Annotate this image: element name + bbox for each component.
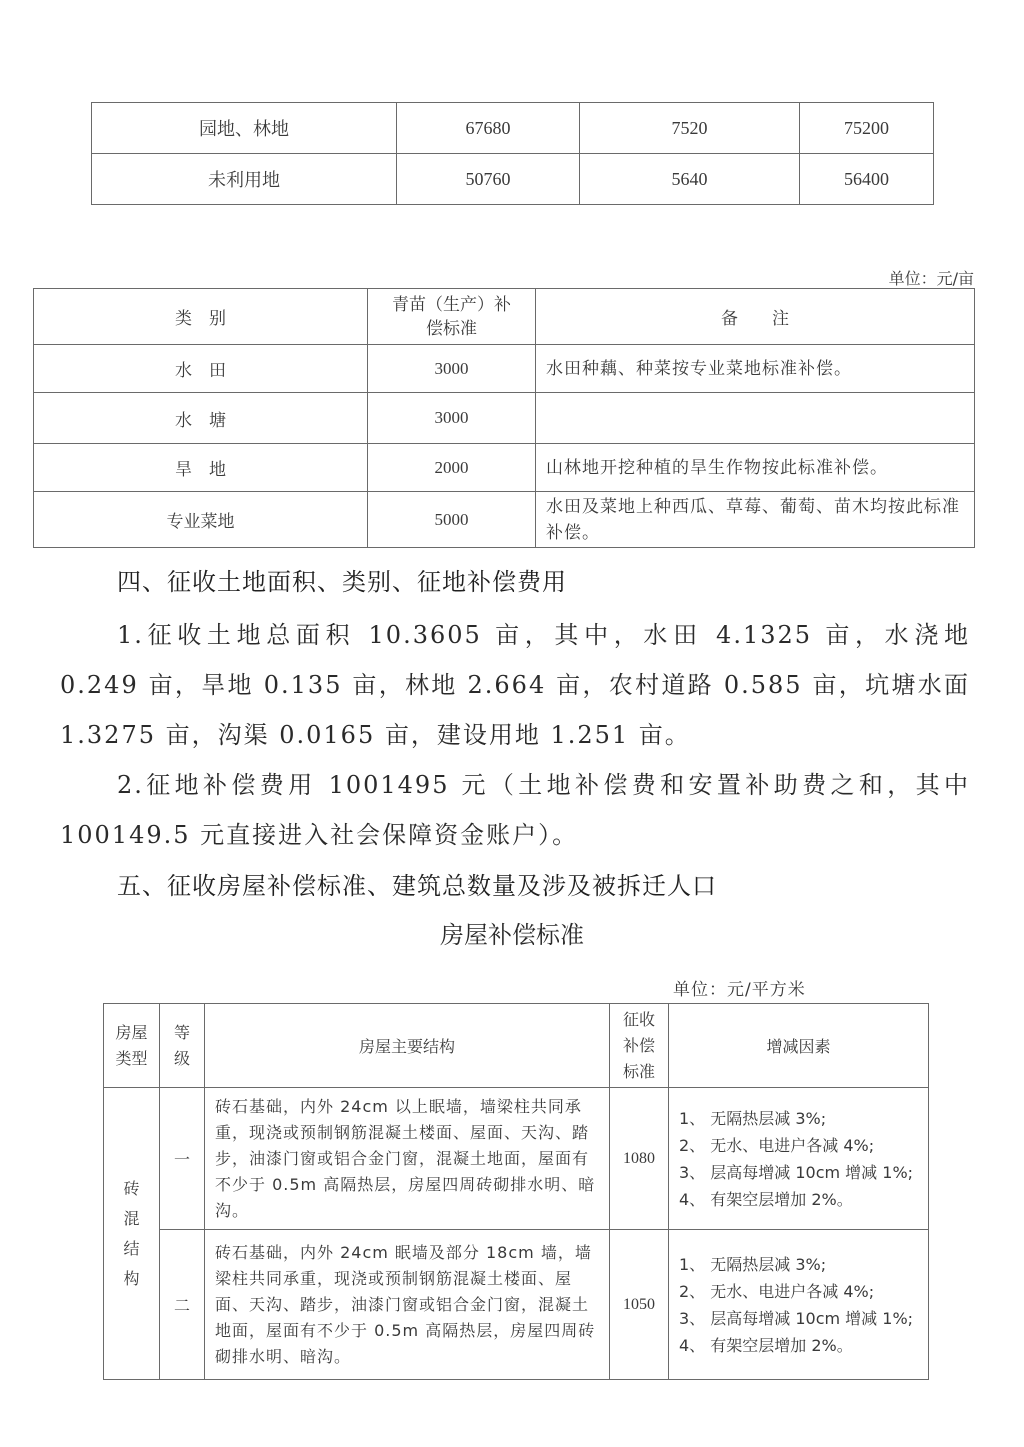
- row-note: 山林地开挖种植的旱生作物按此标准补偿。: [536, 444, 975, 492]
- row-note: [536, 393, 975, 444]
- cell-value: 50760: [397, 154, 580, 205]
- section-heading: 五、征收房屋补偿标准、建筑总数量及涉及被拆迁人口: [117, 872, 717, 900]
- header-grade-line2: 级: [173, 1048, 190, 1068]
- house-type-char: 砖: [123, 1178, 140, 1198]
- cell-value: 75200: [800, 103, 934, 154]
- house-type-cell: [104, 1088, 160, 1380]
- row-structure: 砖石基础，内外 24cm 眠墙及部分 18cm 墙，墙梁柱共同承重，现浇或预制钢筋混凝土楼面、屋面、天沟、踏步，油漆门窗或铝合金门窗，混凝土地面，屋面有不少于 0.5m 高隔热层，房屋四周砖砌排水明、暗沟。: [205, 1230, 610, 1380]
- row-standard: 1080: [610, 1088, 669, 1230]
- row-grade: 二: [160, 1230, 205, 1380]
- header-factors: 增减因素: [669, 1004, 929, 1088]
- land-compensation-table-continued: [91, 102, 934, 205]
- factor-item: 1、 无隔热层减 3%;: [679, 1108, 827, 1128]
- house-type-char: 结: [123, 1238, 140, 1258]
- cell-value: 5640: [580, 154, 800, 205]
- factor-item: 3、 层高每增减 10cm 增减 1%;: [679, 1162, 914, 1182]
- row-standard: 3000: [368, 345, 536, 393]
- row-category: 未利用地: [92, 154, 397, 205]
- factor-item: 1、 无隔热层减 3%;: [679, 1254, 827, 1274]
- row-grade: 一: [160, 1088, 205, 1230]
- row-category: 旱 地: [34, 444, 368, 492]
- house-compensation-table: [103, 1003, 929, 1380]
- header-type: [104, 1004, 160, 1088]
- table-row: [92, 103, 934, 154]
- header-grade-line1: 等: [173, 1022, 190, 1042]
- row-note: 水田种藕、种菜按专业菜地标准补偿。: [536, 345, 975, 393]
- row-factors: [669, 1230, 929, 1380]
- factor-item: 2、 无水、电进户各减 4%;: [679, 1135, 875, 1155]
- table-row: [34, 345, 975, 393]
- table-row: [92, 154, 934, 205]
- cell-value: 56400: [800, 154, 934, 205]
- unit-label: 单位：元/平方米: [673, 980, 806, 1000]
- header-grade: [160, 1004, 205, 1088]
- row-factors: [669, 1088, 929, 1230]
- table-row: [34, 444, 975, 492]
- house-type-char: 构: [123, 1268, 140, 1288]
- cell-value: 7520: [580, 103, 800, 154]
- header-type-line2: 类型: [115, 1048, 148, 1068]
- unit-label: 单位：元/亩: [888, 269, 974, 288]
- crops-compensation-table: [33, 288, 975, 548]
- row-standard: 5000: [368, 492, 536, 548]
- row-standard: 1050: [610, 1230, 669, 1380]
- paragraph: 1.征收土地总面积 10.3605 亩，其中，水田 4.1325 亩，水浇地 0.249 亩，旱地 0.135 亩，林地 2.664 亩，农村道路 0.585 亩，坑塘水面 1.3275 亩，沟渠 0.0165 亩，建设用地 1.251 亩。: [60, 621, 970, 749]
- header-standard: [610, 1004, 669, 1088]
- header-structure: 房屋主要结构: [205, 1004, 610, 1088]
- header-standard-line1: 征收: [622, 1009, 655, 1029]
- table-caption: 房屋补偿标准: [440, 921, 584, 949]
- table-header-row: [34, 289, 975, 345]
- house-type-char: 混: [123, 1208, 140, 1228]
- factor-item: 4、 有架空层增加 2%。: [679, 1189, 853, 1209]
- factor-item: 2、 无水、电进户各减 4%;: [679, 1281, 875, 1301]
- table-header-row: [104, 1004, 929, 1088]
- factor-item: 4、 有架空层增加 2%。: [679, 1335, 853, 1355]
- header-standard-line3: 标准: [622, 1061, 655, 1081]
- row-category: 专业菜地: [34, 492, 368, 548]
- row-standard: 3000: [368, 393, 536, 444]
- factor-item: 3、 层高每增减 10cm 增减 1%;: [679, 1308, 914, 1328]
- table-row: [104, 1088, 929, 1230]
- row-category: 水 塘: [34, 393, 368, 444]
- section-heading: 四、征收土地面积、类别、征地补偿费用: [117, 568, 567, 596]
- table-row: [34, 393, 975, 444]
- header-note: 备 注: [536, 289, 975, 345]
- row-structure: 砖石基础，内外 24cm 以上眠墙，墙梁柱共同承重，现浇或预制钢筋混凝土楼面、屋面、天沟、踏步，油漆门窗或铝合金门窗，混凝土地面，屋面有不少于 0.5m 高隔热层，房屋四周砖砌排水明、暗沟。: [205, 1088, 610, 1230]
- table-row: [104, 1230, 929, 1380]
- header-type-line1: 房屋: [115, 1022, 148, 1042]
- header-standard-line1: 青苗（生产）补: [392, 294, 511, 315]
- row-category: 园地、林地: [92, 103, 397, 154]
- header-standard: [368, 289, 536, 345]
- row-note: 水田及菜地上种西瓜、草莓、葡萄、苗木均按此标准补偿。: [536, 492, 975, 548]
- table-row: [34, 492, 975, 548]
- row-category: 水 田: [34, 345, 368, 393]
- header-standard-line2: 偿标准: [426, 318, 477, 339]
- row-standard: 2000: [368, 444, 536, 492]
- header-category: 类 别: [34, 289, 368, 345]
- header-standard-line2: 补偿: [622, 1035, 655, 1055]
- paragraph: 2.征地补偿费用 1001495 元（土地补偿费和安置补助费之和，其中 100149.5 元直接进入社会保障资金账户）。: [60, 771, 970, 849]
- cell-value: 67680: [397, 103, 580, 154]
